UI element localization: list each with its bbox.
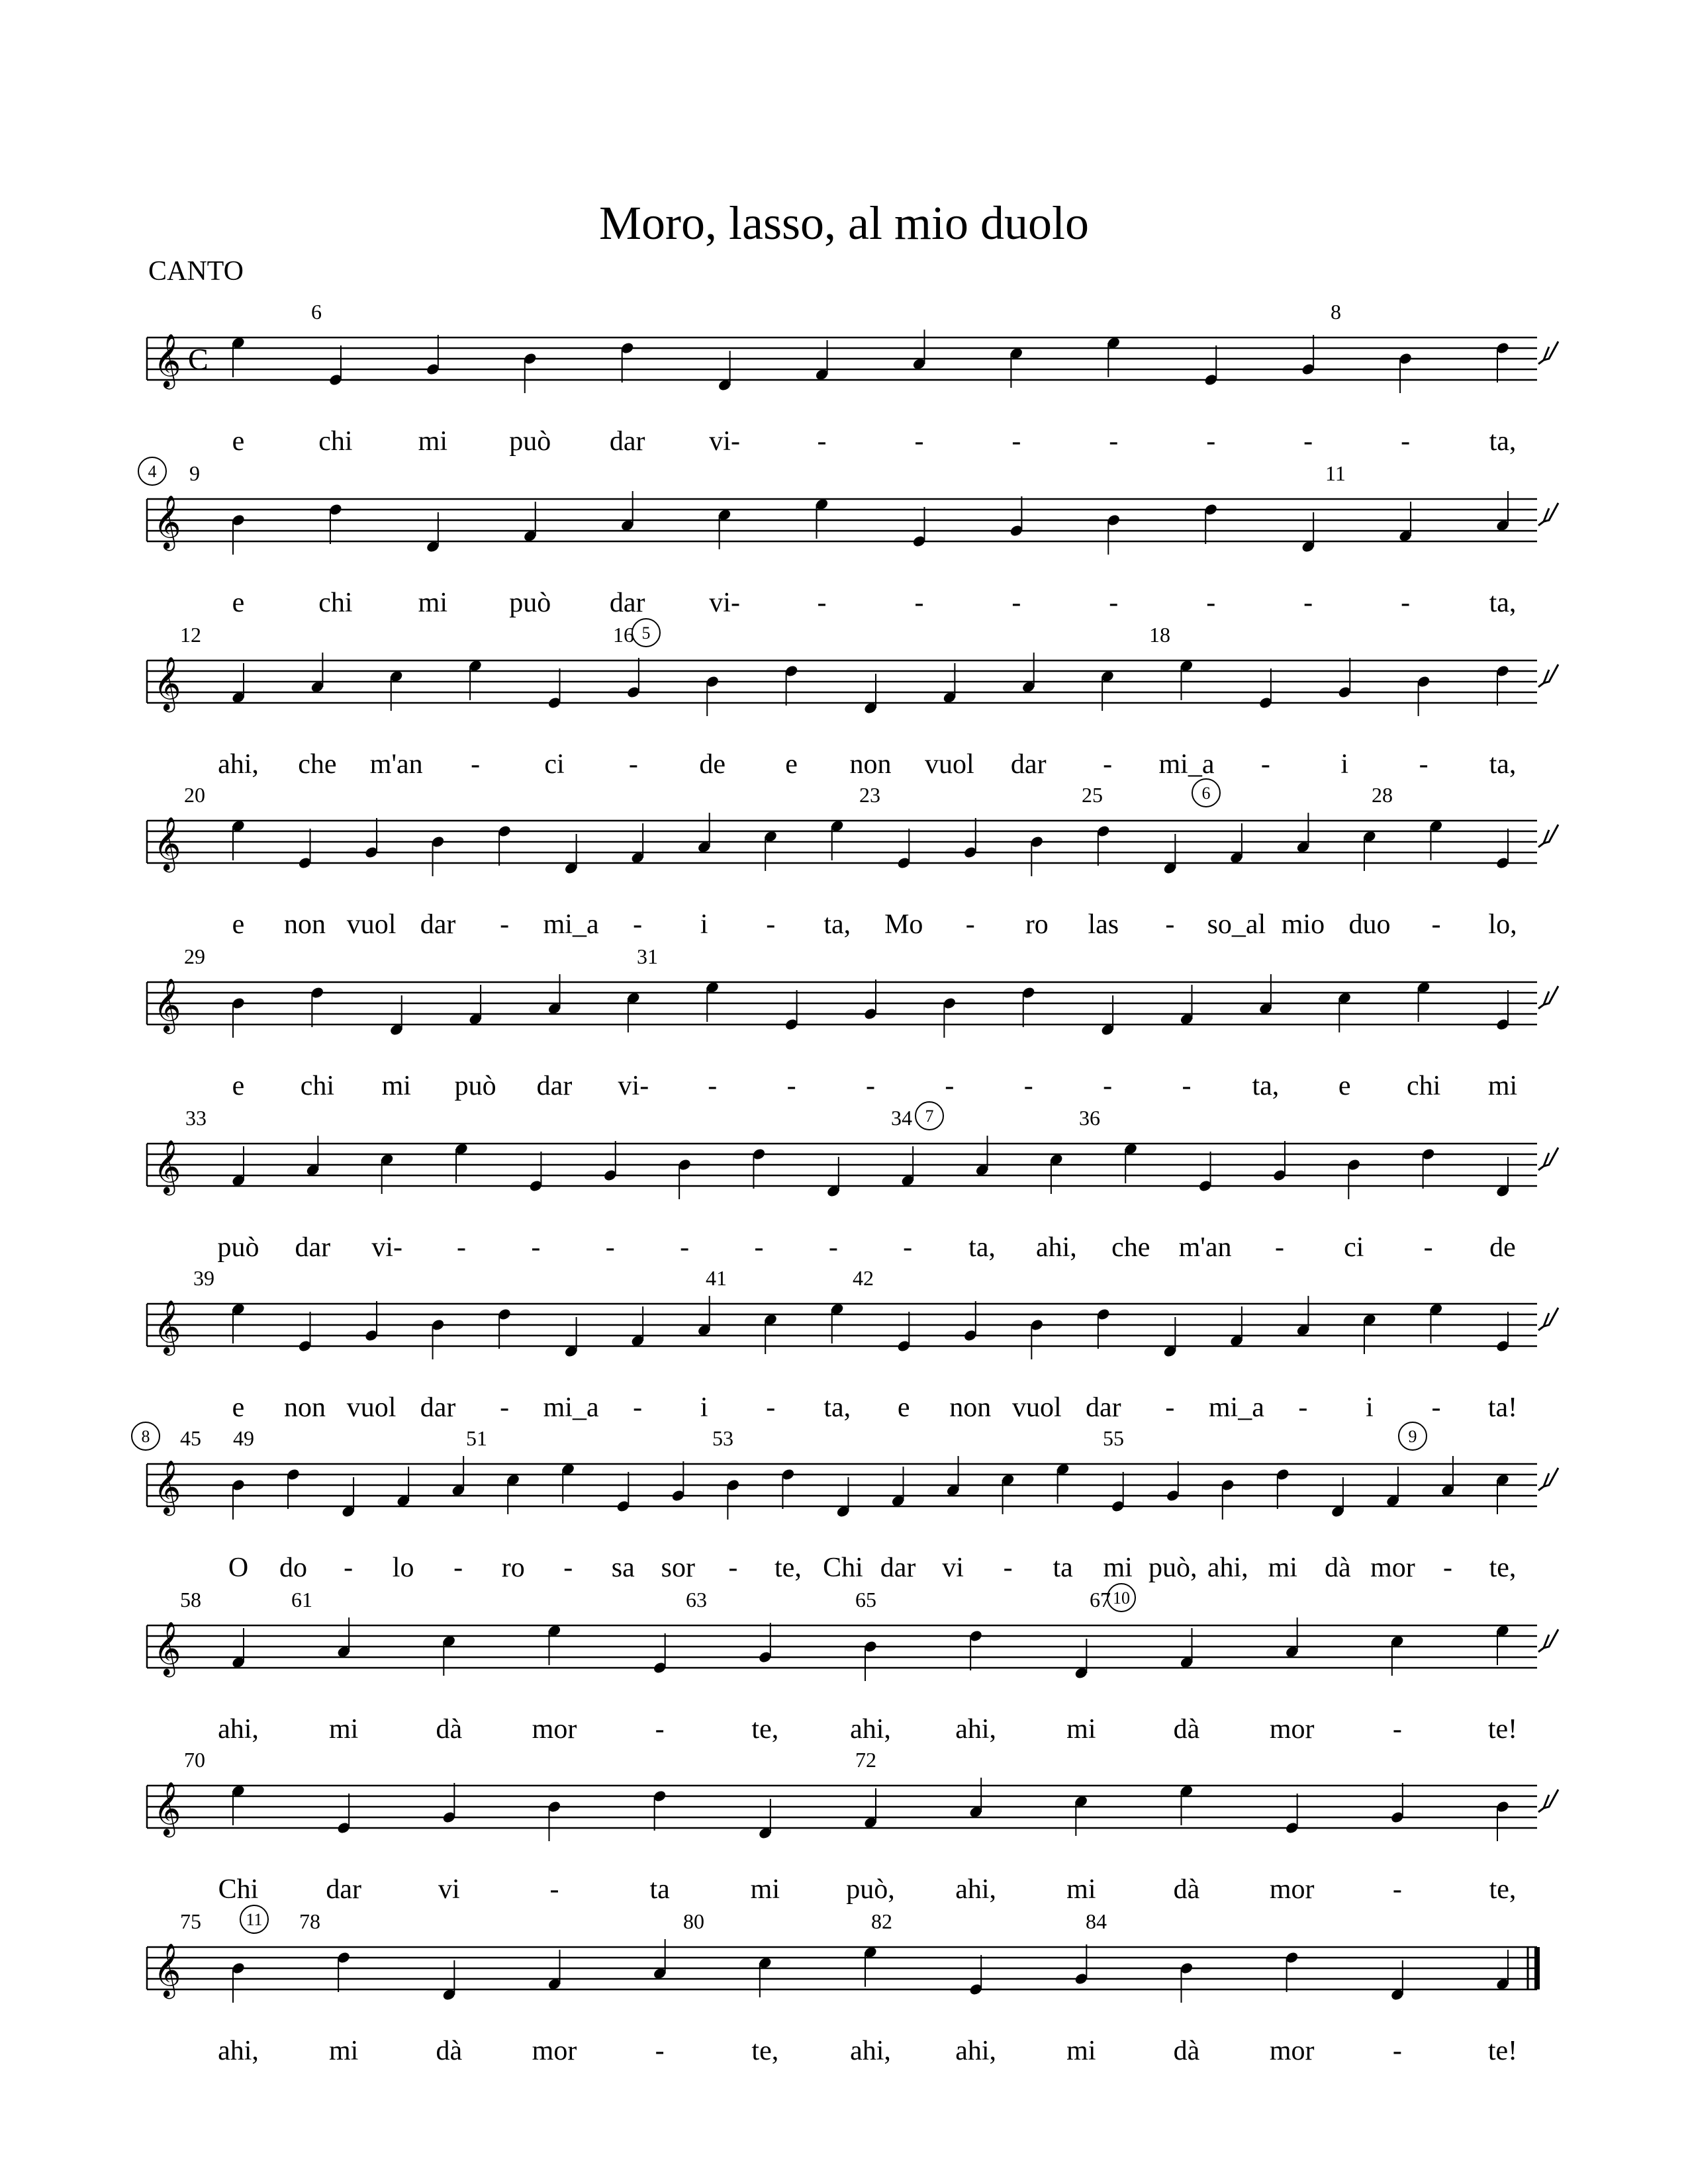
bar-number: 12 xyxy=(180,623,201,647)
lyric-syllable: che xyxy=(1111,1232,1150,1263)
rehearsal-number: 11 xyxy=(246,1910,263,1929)
lyric-syllable: e xyxy=(232,1392,245,1423)
lyric-syllable: che xyxy=(298,749,337,780)
custos-icon xyxy=(1538,1148,1558,1170)
rehearsal-number: 5 xyxy=(641,623,651,643)
lyric-syllable: - xyxy=(655,1714,665,1745)
lyric-syllable: - xyxy=(1431,1392,1441,1423)
lyric-syllable: i xyxy=(700,909,708,940)
lyric-syllable: - xyxy=(1303,588,1313,618)
lyric-syllable: chi xyxy=(1406,1071,1441,1101)
rehearsal-number: 4 xyxy=(148,462,157,481)
lyric-syllable: - xyxy=(786,1071,796,1101)
bar-number: 84 xyxy=(1086,1909,1107,1933)
lyric-syllable: ahi, xyxy=(850,2036,891,2066)
bar-number: 49 xyxy=(233,1426,254,1450)
lyric-syllable: dar xyxy=(420,1392,456,1423)
lyric-syllable: può xyxy=(454,1071,496,1101)
bar-number: 82 xyxy=(871,1909,892,1933)
lyric-syllable: - xyxy=(1023,1071,1033,1101)
lyric-syllable: chi xyxy=(318,426,353,457)
custos-icon xyxy=(1538,986,1558,1009)
lyric-syllable: - xyxy=(563,1553,573,1583)
bar-number: 31 xyxy=(637,944,658,968)
lyric-syllable: - xyxy=(605,1232,615,1263)
lyric-syllable: - xyxy=(628,749,638,780)
bar-number: 72 xyxy=(855,1748,876,1772)
lyric-syllable: - xyxy=(1165,909,1175,940)
lyric-syllable: mi_a xyxy=(1208,1392,1264,1423)
lyric-syllable: mi_a xyxy=(1158,749,1215,780)
lyric-syllable: vuol xyxy=(925,749,974,780)
lyric-syllable: mor xyxy=(1269,1714,1315,1745)
lyric-syllable: dar xyxy=(1086,1392,1121,1423)
lyric-syllable: vi xyxy=(438,1874,460,1905)
bar-number: 55 xyxy=(1103,1426,1124,1450)
lyric-syllable: ta, xyxy=(1489,588,1517,618)
lyric-syllable: ahi, xyxy=(218,1714,259,1745)
lyric-syllable: - xyxy=(500,1392,510,1423)
lyric-syllable: - xyxy=(633,1392,643,1423)
bar-number: 8 xyxy=(1331,300,1341,324)
bar-number: 33 xyxy=(185,1106,207,1130)
bar-number: 75 xyxy=(180,1909,201,1933)
lyric-syllable: dà xyxy=(1173,1874,1200,1905)
lyric-syllable: - xyxy=(531,1232,541,1263)
lyric-syllable: do xyxy=(279,1553,308,1583)
lyric-syllable: - xyxy=(1103,749,1113,780)
lyric-syllable: las xyxy=(1088,909,1119,940)
lyric-syllable: - xyxy=(655,2036,665,2066)
lyric-syllable: - xyxy=(1274,1232,1284,1263)
bar-number: 65 xyxy=(855,1588,876,1612)
lyric-syllable: mi xyxy=(1066,1874,1096,1905)
lyric-syllable: - xyxy=(766,1392,776,1423)
lyric-syllable: - xyxy=(1165,1392,1175,1423)
bar-number: 16 xyxy=(613,623,634,647)
lyric-syllable: ro xyxy=(501,1553,525,1583)
lyric-syllable: lo, xyxy=(1488,909,1517,940)
lyric-syllable: e xyxy=(232,1071,245,1101)
bar-number: 11 xyxy=(1325,461,1346,485)
lyric-syllable: de xyxy=(1489,1232,1516,1263)
bar-number: 28 xyxy=(1372,783,1393,807)
lyric-syllable: - xyxy=(1298,1392,1308,1423)
lyric-syllable: - xyxy=(914,588,924,618)
lyric-syllable: non xyxy=(849,749,892,780)
lyric-syllable: e xyxy=(1338,1071,1351,1101)
lyric-syllable: mor xyxy=(532,1714,577,1745)
rehearsal-number: 8 xyxy=(141,1427,150,1446)
time-signature: C xyxy=(188,342,209,376)
bar-number: 34 xyxy=(891,1106,912,1130)
lyric-syllable: - xyxy=(1303,426,1313,457)
lyric-syllable: te! xyxy=(1487,1714,1518,1745)
custos-icon xyxy=(1538,664,1558,687)
bar-number: 63 xyxy=(686,1588,707,1612)
lyric-syllable: dar xyxy=(609,426,645,457)
bar-number: 70 xyxy=(184,1748,205,1772)
lyric-syllable: dar xyxy=(880,1553,916,1583)
lyric-syllable: - xyxy=(766,909,776,940)
lyric-syllable: - xyxy=(549,1874,559,1905)
lyric-syllable: Mo xyxy=(884,909,923,940)
lyric-syllable: - xyxy=(1392,2036,1402,2066)
lyric-syllable: - xyxy=(1260,749,1270,780)
custos-icon xyxy=(1538,1790,1558,1812)
lyric-syllable: - xyxy=(1182,1071,1192,1101)
lyric-syllable: vi- xyxy=(371,1232,403,1263)
bar-number: 18 xyxy=(1149,623,1170,647)
rehearsal-number: 7 xyxy=(925,1107,934,1126)
lyric-syllable: - xyxy=(914,426,924,457)
lyric-syllable: - xyxy=(680,1232,690,1263)
lyric-syllable: ahi, xyxy=(850,1714,891,1745)
lyric-syllable: - xyxy=(1392,1874,1402,1905)
custos-icon xyxy=(1538,1629,1558,1652)
lyric-syllable: ta, xyxy=(1252,1071,1280,1101)
bar-number: 25 xyxy=(1082,783,1103,807)
bar-number: 67 xyxy=(1090,1588,1111,1612)
lyric-syllable: mi_a xyxy=(543,1392,599,1423)
lyric-syllable: vuol xyxy=(1011,1392,1062,1423)
lyric-syllable: può xyxy=(509,588,551,618)
lyric-syllable: mi xyxy=(1268,1553,1297,1583)
custos-icon xyxy=(1538,1468,1558,1490)
lyric-syllable: mi xyxy=(418,588,448,618)
lyric-syllable: te! xyxy=(1487,2036,1518,2066)
lyric-syllable: - xyxy=(903,1232,913,1263)
lyric-syllable: mi xyxy=(1103,1553,1133,1583)
lyric-syllable: dà xyxy=(1173,1714,1200,1745)
lyric-syllable: - xyxy=(708,1071,718,1101)
lyric-syllable: ahi, xyxy=(955,2036,997,2066)
lyric-syllable: ci xyxy=(1344,1232,1364,1263)
treble-clef-icon: 𝄞 xyxy=(154,1784,181,1835)
lyric-syllable: mi xyxy=(418,426,448,457)
lyric-syllable: duo xyxy=(1348,909,1391,940)
lyric-syllable: - xyxy=(754,1232,764,1263)
lyric-syllable: - xyxy=(728,1553,738,1583)
lyric-syllable: - xyxy=(866,1071,875,1101)
lyric-syllable: vi- xyxy=(709,426,740,457)
bar-number: 36 xyxy=(1079,1106,1100,1130)
lyric-syllable: ahi, xyxy=(955,1874,997,1905)
lyric-syllable: ahi, xyxy=(955,1714,997,1745)
lyric-syllable: lo xyxy=(392,1553,414,1583)
lyric-syllable: e xyxy=(897,1392,910,1423)
lyric-syllable: ci xyxy=(544,749,565,780)
lyric-syllable: - xyxy=(471,749,481,780)
lyric-syllable: dar xyxy=(1010,749,1047,780)
lyric-syllable: non xyxy=(949,1392,992,1423)
lyric-syllable: ahi, xyxy=(1207,1553,1248,1583)
custos-icon xyxy=(1538,341,1558,364)
treble-clef-icon: 𝄞 xyxy=(154,659,181,709)
lyric-syllable: ta, xyxy=(823,909,851,940)
lyric-syllable: - xyxy=(1109,588,1119,618)
lyric-syllable: dà xyxy=(436,2036,463,2066)
score-title: Moro, lasso, al mio duolo xyxy=(599,197,1089,250)
bar-number: 45 xyxy=(180,1426,201,1450)
lyric-syllable: - xyxy=(1442,1553,1452,1583)
lyric-syllable: dar xyxy=(609,588,645,618)
lyric-syllable: ta, xyxy=(1489,749,1517,780)
lyric-syllable: può xyxy=(217,1232,259,1263)
bar-number: 42 xyxy=(853,1266,874,1290)
lyric-syllable: te, xyxy=(751,1714,779,1745)
lyric-syllable: mio xyxy=(1281,909,1325,940)
lyric-syllable: ahi, xyxy=(1035,1232,1077,1263)
lyric-syllable: ta xyxy=(649,1874,670,1905)
treble-clef-icon: 𝄞 xyxy=(154,1302,181,1353)
lyric-syllable: - xyxy=(633,909,643,940)
lyric-syllable: mi xyxy=(1066,1714,1096,1745)
lyric-syllable: - xyxy=(1431,909,1441,940)
lyric-syllable: - xyxy=(1423,1232,1433,1263)
treble-clef-icon: 𝄞 xyxy=(154,819,181,870)
lyric-syllable: ta, xyxy=(968,1232,996,1263)
bar-number: 78 xyxy=(299,1909,320,1933)
bar-number: 20 xyxy=(184,783,205,807)
bar-number: 51 xyxy=(466,1426,487,1450)
lyric-syllable: - xyxy=(344,1553,353,1583)
lyric-syllable: - xyxy=(817,588,827,618)
lyric-syllable: ahi, xyxy=(218,2036,259,2066)
lyric-syllable: ro xyxy=(1025,909,1049,940)
lyric-syllable: non xyxy=(284,1392,326,1423)
custos-icon xyxy=(1538,1308,1558,1330)
treble-clef-icon: 𝄞 xyxy=(154,497,181,548)
lyric-syllable: - xyxy=(1392,1714,1402,1745)
lyric-syllable: vuol xyxy=(346,1392,397,1423)
lyric-syllable: - xyxy=(1109,426,1119,457)
treble-clef-icon: 𝄞 xyxy=(154,1462,181,1513)
lyric-syllable: dar xyxy=(295,1232,331,1263)
lyric-syllable: Chi xyxy=(218,1874,259,1905)
treble-clef-icon: 𝄞 xyxy=(154,336,181,387)
lyric-syllable: dar xyxy=(536,1071,573,1101)
lyric-syllable: mi xyxy=(1487,1071,1518,1101)
lyric-syllable: ta, xyxy=(1489,426,1517,457)
lyric-syllable: può xyxy=(509,426,551,457)
lyric-syllable: mi xyxy=(381,1071,411,1101)
lyric-syllable: può, xyxy=(1148,1553,1197,1583)
lyric-syllable: - xyxy=(1103,1071,1113,1101)
lyric-syllable: e xyxy=(232,909,245,940)
treble-clef-icon: 𝄞 xyxy=(154,1142,181,1193)
lyric-syllable: de xyxy=(699,749,726,780)
bar-number: 53 xyxy=(712,1426,733,1450)
lyric-syllable: i xyxy=(1366,1392,1374,1423)
lyric-syllable: m'an xyxy=(1178,1232,1232,1263)
lyric-syllable: chi xyxy=(300,1071,335,1101)
lyric-syllable: ta xyxy=(1053,1553,1073,1583)
bar-number: 9 xyxy=(189,461,200,485)
lyric-syllable: mor xyxy=(1269,1874,1315,1905)
lyric-syllable: dar xyxy=(326,1874,361,1905)
lyric-syllable: mor xyxy=(1370,1553,1415,1583)
lyric-syllable: O xyxy=(228,1553,249,1583)
rehearsal-number: 9 xyxy=(1408,1427,1417,1446)
lyric-syllable: - xyxy=(1206,426,1216,457)
lyric-syllable: - xyxy=(965,909,975,940)
lyric-syllable: i xyxy=(1340,749,1349,780)
lyric-syllable: te, xyxy=(751,2036,779,2066)
bar-number: 80 xyxy=(683,1909,704,1933)
lyric-syllable: vi- xyxy=(618,1071,649,1101)
lyric-syllable: - xyxy=(1011,588,1021,618)
lyric-syllable: non xyxy=(284,909,326,940)
bar-number: 6 xyxy=(311,300,322,324)
lyric-syllable: - xyxy=(1401,588,1411,618)
lyric-syllable: mi_a xyxy=(543,909,599,940)
lyric-syllable: - xyxy=(817,426,827,457)
lyric-syllable: chi xyxy=(318,588,353,618)
treble-clef-icon: 𝄞 xyxy=(154,1945,181,1996)
lyric-syllable: mor xyxy=(1269,2036,1315,2066)
lyric-syllable: ta! xyxy=(1487,1392,1518,1423)
bar-number: 23 xyxy=(859,783,880,807)
lyric-syllable: - xyxy=(457,1232,467,1263)
lyric-syllable: te, xyxy=(774,1553,802,1583)
lyric-syllable: vi- xyxy=(709,588,740,618)
rehearsal-number: 10 xyxy=(1113,1588,1130,1608)
lyric-syllable: sa xyxy=(611,1553,635,1583)
lyric-syllable: sor xyxy=(661,1553,696,1583)
lyric-syllable: i xyxy=(700,1392,708,1423)
treble-clef-icon: 𝄞 xyxy=(154,980,181,1031)
lyric-syllable: mi xyxy=(328,1714,359,1745)
lyric-syllable: m'an xyxy=(369,749,423,780)
bar-number: 58 xyxy=(180,1588,201,1612)
lyric-syllable: e xyxy=(232,426,245,457)
lyric-syllable: - xyxy=(945,1071,955,1101)
lyric-syllable: vuol xyxy=(346,909,397,940)
lyric-syllable: dà xyxy=(1173,2036,1200,2066)
lyric-syllable: dà xyxy=(436,1714,463,1745)
bar-number: 61 xyxy=(291,1588,312,1612)
bar-number: 39 xyxy=(193,1266,214,1290)
lyric-syllable: vi xyxy=(942,1553,964,1583)
custos-icon xyxy=(1538,503,1558,525)
lyric-syllable: te, xyxy=(1489,1553,1517,1583)
lyric-syllable: ta, xyxy=(823,1392,851,1423)
lyric-syllable: - xyxy=(1401,426,1411,457)
lyric-syllable: e xyxy=(785,749,798,780)
bar-number: 41 xyxy=(706,1266,727,1290)
treble-clef-icon: 𝄞 xyxy=(154,1623,181,1674)
lyric-syllable: - xyxy=(1003,1553,1013,1583)
lyric-syllable: Chi xyxy=(823,1553,863,1583)
lyric-syllable: mi xyxy=(750,1874,780,1905)
lyric-syllable: dà xyxy=(1325,1553,1351,1583)
lyric-syllable: so_al xyxy=(1207,909,1266,940)
rehearsal-number: 6 xyxy=(1201,784,1211,803)
bar-number: 29 xyxy=(184,944,205,968)
custos-icon xyxy=(1538,825,1558,847)
lyric-syllable: - xyxy=(500,909,510,940)
lyric-syllable: - xyxy=(1011,426,1021,457)
lyric-syllable: te, xyxy=(1489,1874,1517,1905)
lyric-syllable: mor xyxy=(532,2036,577,2066)
lyric-syllable: - xyxy=(1419,749,1429,780)
part-name: CANTO xyxy=(148,256,244,287)
lyric-syllable: ahi, xyxy=(218,749,259,780)
lyric-syllable: mi xyxy=(328,2036,359,2066)
lyric-syllable: può, xyxy=(846,1874,895,1905)
lyric-syllable: - xyxy=(453,1553,463,1583)
lyric-syllable: - xyxy=(1206,588,1216,618)
lyric-syllable: dar xyxy=(420,909,456,940)
lyric-syllable: - xyxy=(828,1232,838,1263)
lyric-syllable: e xyxy=(232,588,245,618)
lyric-syllable: mi xyxy=(1066,2036,1096,2066)
